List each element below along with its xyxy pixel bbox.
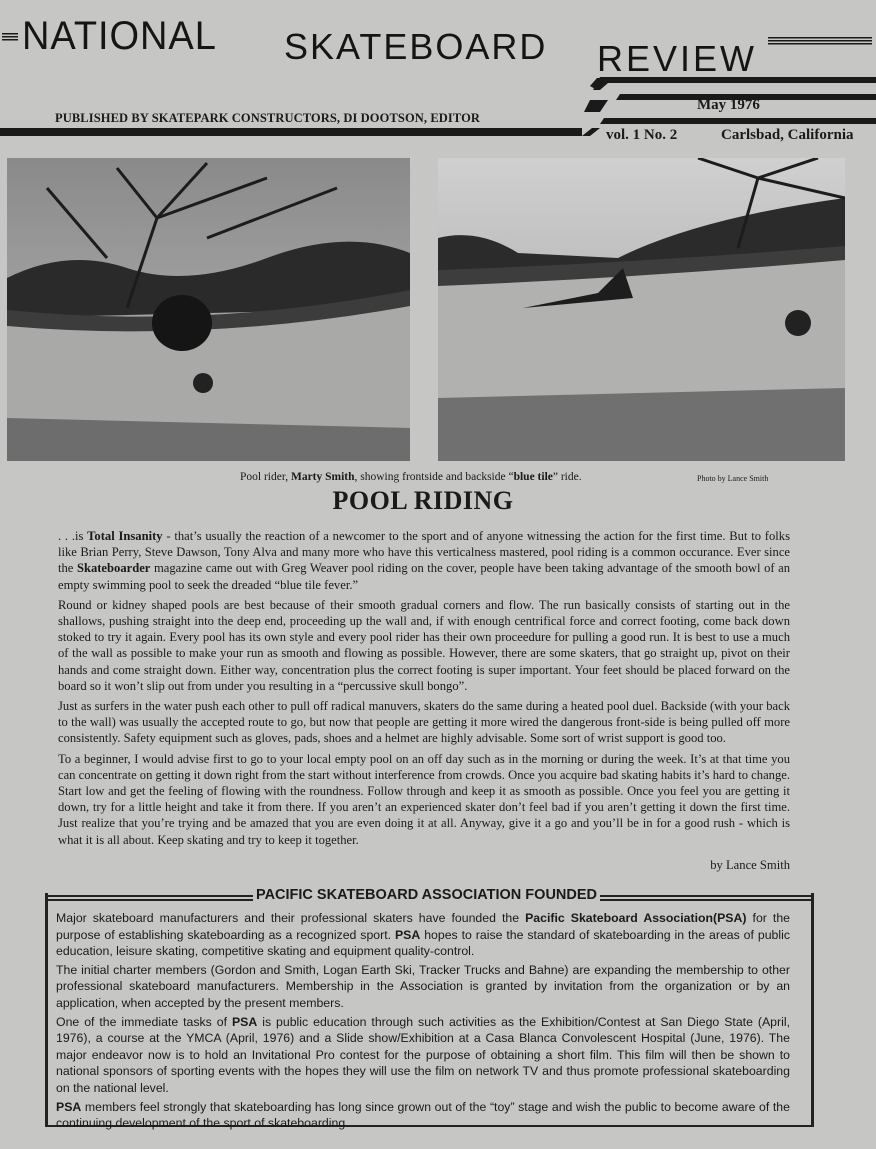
psa-paragraph — [56, 1014, 790, 1097]
text-segment: Major skateboard manufacturers and their professional skaters have founded the — [56, 911, 526, 925]
photo-frontside-ride — [7, 158, 410, 461]
masthead-review: REVIEW — [597, 38, 758, 79]
caption-segment: ” ride. — [552, 471, 582, 483]
psa-paragraph — [56, 910, 790, 960]
caption-segment: , showing frontside and backside “ — [354, 471, 514, 483]
text-segment: for the purpose of establishing skateboarding as a recognized sport. — [56, 911, 791, 942]
text-segment: PSA — [394, 927, 421, 942]
text-segment: is public education through such activities as the Exhibition/Contest at San Diego State (April, 1976), a course at the YMCA (April, 1976) and a Slide show/Exhibition at a Casa Blanca Convolescent Hospital (June, 1976). The major endeavor now is to hold an Invitational Pro contest for the purpose of obtaining a short film. This film will then be shown to national sponsors of sporting events with the hopes they will use the film on network TV and thus promote professional skateboarding on the national level. — [56, 1014, 790, 1095]
issue-volume: vol. 1 No. 2 — [606, 127, 678, 143]
text-segment: magazine came out with Greg Weaver pool riding on the cover, people have been taking advantage of the smooth bowl of an empty swimming pool to seek the dreaded “blue tile fever.” — [58, 561, 790, 592]
text-segment: Pacific Skateboard Association(PSA) — [525, 911, 747, 925]
text-segment: Just as surfers in the water push each other to pull off radical manuvers, skaters do the same during a heated pool duel. Backside (with your back to the wall) was usually the accepted route to go, but now that people are getting it more wired the dangerous front-side is being pulled off more consistently. Safety equipment such as gloves, pads, shoes and a helmet are highly advisable. Some sort of wrist support is good too. — [58, 699, 790, 746]
psa-paragraph — [56, 1099, 790, 1132]
text-segment: hopes to raise the standard of skateboarding in the areas of public education, leisure skating, competitive skating and equipment quality-control. — [56, 927, 790, 959]
text-segment: The initial charter members (Gordon and Smith, Logan Earth Ski, Tracker Trucks and Bahne) are expanding the membership to other professional skateboard manufacturers. Membership in the Association is granted by invitation from the organization or by an application, when accepted by the present members. — [56, 962, 790, 1010]
photo-caption — [240, 471, 582, 483]
psa-body — [56, 910, 790, 1134]
caption-segment: Pool rider, — [240, 471, 291, 483]
text-segment: . . .is — [58, 529, 88, 543]
article-byline: by Lance Smith — [710, 858, 790, 872]
text-segment: members feel strongly that skateboarding has long since grown out of the “toy” stage and wish the public to become aware of the continuing development of the sport of skateboarding. — [56, 1099, 790, 1131]
article-paragraph — [58, 528, 790, 593]
issue-date: May 1976 — [697, 97, 760, 113]
text-segment: Total Insanity — [87, 529, 163, 543]
issue-location: Carlsbad, California — [721, 127, 854, 143]
masthead-skateboard: SKATEBOARD — [284, 26, 548, 67]
text-segment: - that’s usually the reaction of a newcomer to the sport and of anyone witnessing the action for the first time. But to folks like Brian Perry, Steve Dawson, Tony Alva and many more who have this verticalness mastered, pool riding is a common occurance. Ever since the — [58, 529, 790, 576]
photo-backside-ride — [438, 158, 845, 461]
caption-segment: Marty Smith — [290, 471, 355, 483]
caption-segment: blue tile — [513, 471, 553, 483]
article-paragraph — [58, 597, 790, 694]
psa-title-text: PACIFIC SKATEBOARD ASSOCIATION FOUNDED — [253, 887, 600, 903]
psa-title — [0, 887, 853, 903]
article-paragraph — [58, 698, 790, 747]
photo-credit: Photo by Lance Smith — [697, 474, 769, 483]
text-segment: PSA — [56, 1099, 82, 1114]
text-segment: One of the immediate tasks of — [56, 1014, 232, 1029]
psa-paragraph — [56, 962, 790, 1012]
text-segment: To a beginner, I would advise first to go to your local empty pool on an off day such as in the morning or during the week. It’s at that time you can concentrate on getting it down right from the start without interference from crowds. Once you acquire bad skating habits it’s hard to change. Start low and get the feeling of flowing with the roundness. Follow through and keep it as smooth as possible. Once you feel you are getting it down, try for a little height and take it from there. If you aren’t an experienced skater don’t feel bad if you aren’t getting it down the first time. Just realize that you’re trying and be amazed that you are even doing it at all. Anyway, give it a go and you’ll be in for a good rush - which is what it is all about. Keep skating and try to keep it together. — [58, 751, 790, 847]
article-body — [58, 528, 790, 852]
publisher-line: PUBLISHED BY SKATEPARK CONSTRUCTORS, DI DOOTSON, EDITOR — [55, 111, 481, 125]
text-segment: Skateboarder — [76, 561, 151, 576]
text-segment: Round or kidney shaped pools are best because of their smooth gradual corners and flow. The run basically consists of starting out in the shallows, pushing straight into the deep end, proceeding up the wall and, if with enough centrifical force and correct footing, come back down stoked to try it again. Every pool has its own style and every pool rider has their own proceedure for pulling a good run. It is best to use a much of the wall as possible to make your run as smooth and flowing as possible. However, there are some skaters, that go straight up, pivot on their hands and come straight down. Either way, concentration plus the correct footing is super important. Your feet should be placed forward on the board so it won’t slip out from under you resulting in a “percussive skull bongo”. — [58, 597, 790, 693]
article-title: POOL RIDING — [332, 486, 514, 515]
masthead-national: NATIONAL — [22, 14, 217, 58]
text-segment: PSA — [231, 1014, 258, 1029]
article-paragraph — [58, 751, 790, 848]
